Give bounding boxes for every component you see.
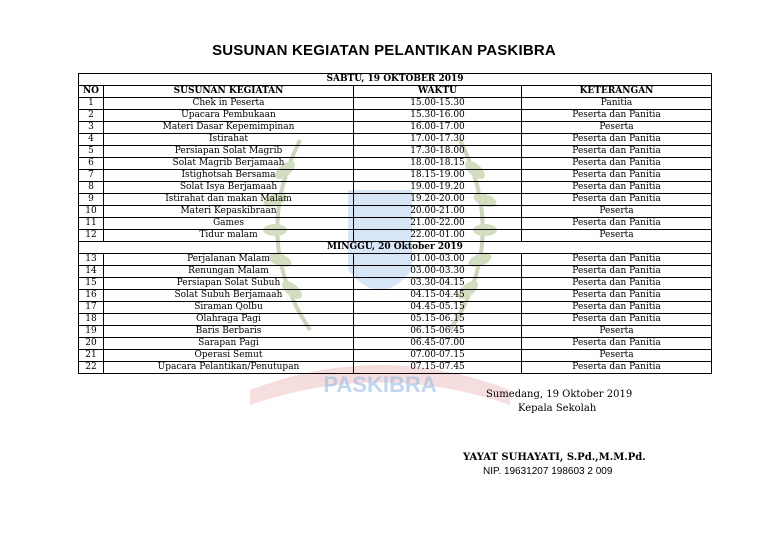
watermark-text: PASKIBRA (323, 372, 437, 397)
day-header-saturday (79, 74, 712, 86)
signature-place-date: Sumedang, 19 Oktober 2019 (486, 389, 633, 400)
row-activity: Olahraga Pagi (104, 314, 354, 326)
row-time: 20.00-21.00 (354, 206, 522, 218)
row-activity: Upacara Pembukaan (104, 110, 354, 122)
row-activity: Materi Kepaskibraan (104, 206, 354, 218)
row-time: 17.00-17.30 (354, 134, 522, 146)
row-time: 07.15-07.45 (354, 362, 522, 374)
row-time: 04.45-05.15 (354, 302, 522, 314)
table-row (79, 362, 712, 374)
row-time: 19.20-20.00 (354, 194, 522, 206)
table-row (79, 134, 712, 146)
row-note: Peserta dan Panitia (522, 194, 712, 206)
row-no: 8 (79, 182, 104, 194)
table-row (79, 350, 712, 362)
table-row (79, 230, 712, 242)
row-note: Peserta (522, 350, 712, 362)
row-note: Peserta (522, 206, 712, 218)
row-activity: Games (104, 218, 354, 230)
table-row (79, 302, 712, 314)
row-activity: Istirahat dan makan Malam (104, 194, 354, 206)
table-row (79, 278, 712, 290)
row-activity: Istighotsah Bersama (104, 170, 354, 182)
row-time: 19.00-19.20 (354, 182, 522, 194)
row-time: 03.00-03.30 (354, 266, 522, 278)
row-time: 18.15-19.00 (354, 170, 522, 182)
table-row (79, 122, 712, 134)
row-no: 6 (79, 158, 104, 170)
row-note: Peserta dan Panitia (522, 158, 712, 170)
schedule-table (78, 73, 712, 374)
row-no: 17 (79, 302, 104, 314)
table-row (79, 338, 712, 350)
row-time: 05.15-06.15 (354, 314, 522, 326)
row-activity: Renungan Malam (104, 266, 354, 278)
row-note: Peserta dan Panitia (522, 266, 712, 278)
table-row (79, 290, 712, 302)
row-time: 16.00-17.00 (354, 122, 522, 134)
row-note: Peserta dan Panitia (522, 278, 712, 290)
row-note: Peserta dan Panitia (522, 182, 712, 194)
row-time: 22.00-01.00 (354, 230, 522, 242)
row-note: Peserta (522, 230, 712, 242)
table-row (79, 254, 712, 266)
row-note: Peserta dan Panitia (522, 110, 712, 122)
row-activity: Istirahat (104, 134, 354, 146)
row-note: Peserta dan Panitia (522, 134, 712, 146)
table-row (79, 146, 712, 158)
header-note: KETERANGAN (522, 86, 712, 98)
table-row (79, 158, 712, 170)
header-time: WAKTU (354, 86, 522, 98)
row-time: 01.00-03.00 (354, 254, 522, 266)
signature-name: YAYAT SUHAYATI, S.Pd.,M.M.Pd. (463, 452, 646, 463)
table-row (79, 326, 712, 338)
row-no: 15 (79, 278, 104, 290)
row-time: 06.15-06.45 (354, 326, 522, 338)
row-no: 10 (79, 206, 104, 218)
row-activity: Persiapan Solat Magrib (104, 146, 354, 158)
row-activity: Baris Berbaris (104, 326, 354, 338)
table-row (79, 98, 712, 110)
row-activity: Solat Isya Berjamaah (104, 182, 354, 194)
row-no: 18 (79, 314, 104, 326)
row-note: Peserta dan Panitia (522, 170, 712, 182)
row-note: Peserta (522, 122, 712, 134)
table-row (79, 182, 712, 194)
row-time: 15.30-16.00 (354, 110, 522, 122)
day-header-sunday (79, 242, 712, 254)
row-note: Peserta dan Panitia (522, 218, 712, 230)
table-row (79, 170, 712, 182)
row-no: 12 (79, 230, 104, 242)
row-time: 17.30-18.00 (354, 146, 522, 158)
row-time: 15.00-15.30 (354, 98, 522, 110)
row-no: 7 (79, 170, 104, 182)
row-note: Peserta dan Panitia (522, 362, 712, 374)
row-note: Peserta dan Panitia (522, 338, 712, 350)
row-time: 07.00-07.15 (354, 350, 522, 362)
table-row (79, 314, 712, 326)
signature-nip: NIP. 19631207 198603 2 009 (483, 466, 613, 477)
day-label: SABTU, 19 OKTOBER 2019 (79, 74, 712, 86)
table-row (79, 110, 712, 122)
row-note: Peserta dan Panitia (522, 290, 712, 302)
row-time: 18.00-18.15 (354, 158, 522, 170)
row-note: Peserta dan Panitia (522, 302, 712, 314)
row-no: 22 (79, 362, 104, 374)
row-activity: Perjalanan Malam (104, 254, 354, 266)
row-no: 13 (79, 254, 104, 266)
column-headers (79, 86, 712, 98)
row-no: 11 (79, 218, 104, 230)
document-title: SUSUNAN KEGIATAN PELANTIKAN PASKIBRA (212, 42, 556, 59)
row-note: Peserta dan Panitia (522, 254, 712, 266)
row-time: 04.15-04.45 (354, 290, 522, 302)
row-activity: Solat Subuh Berjamaah (104, 290, 354, 302)
signature-role: Kepala Sekolah (518, 403, 597, 414)
row-activity: Operasi Semut (104, 350, 354, 362)
table-row (79, 206, 712, 218)
day-label: MINGGU, 20 Oktober 2019 (79, 242, 712, 254)
header-no: NO (79, 86, 104, 98)
row-activity: Sarapan Pagi (104, 338, 354, 350)
row-no: 4 (79, 134, 104, 146)
row-note: Peserta (522, 326, 712, 338)
row-activity: Chek in Peserta (104, 98, 354, 110)
row-no: 9 (79, 194, 104, 206)
row-activity: Materi Dasar Kepemimpinan (104, 122, 354, 134)
row-activity: Siraman Qolbu (104, 302, 354, 314)
table-row (79, 218, 712, 230)
row-activity: Persiapan Solat Subuh (104, 278, 354, 290)
row-no: 5 (79, 146, 104, 158)
row-no: 2 (79, 110, 104, 122)
row-time: 03.30-04.15 (354, 278, 522, 290)
row-no: 21 (79, 350, 104, 362)
row-no: 14 (79, 266, 104, 278)
row-no: 20 (79, 338, 104, 350)
row-activity: Upacara Pelantikan/Penutupan (104, 362, 354, 374)
row-activity: Tidur malam (104, 230, 354, 242)
row-note: Peserta dan Panitia (522, 314, 712, 326)
row-no: 16 (79, 290, 104, 302)
row-no: 19 (79, 326, 104, 338)
row-time: 06.45-07.00 (354, 338, 522, 350)
table-row (79, 194, 712, 206)
table-row (79, 266, 712, 278)
row-note: Peserta dan Panitia (522, 146, 712, 158)
row-activity: Solat Magrib Berjamaah (104, 158, 354, 170)
row-no: 1 (79, 98, 104, 110)
row-time: 21.00-22.00 (354, 218, 522, 230)
row-note: Panitia (522, 98, 712, 110)
row-no: 3 (79, 122, 104, 134)
header-activity: SUSUNAN KEGIATAN (104, 86, 354, 98)
